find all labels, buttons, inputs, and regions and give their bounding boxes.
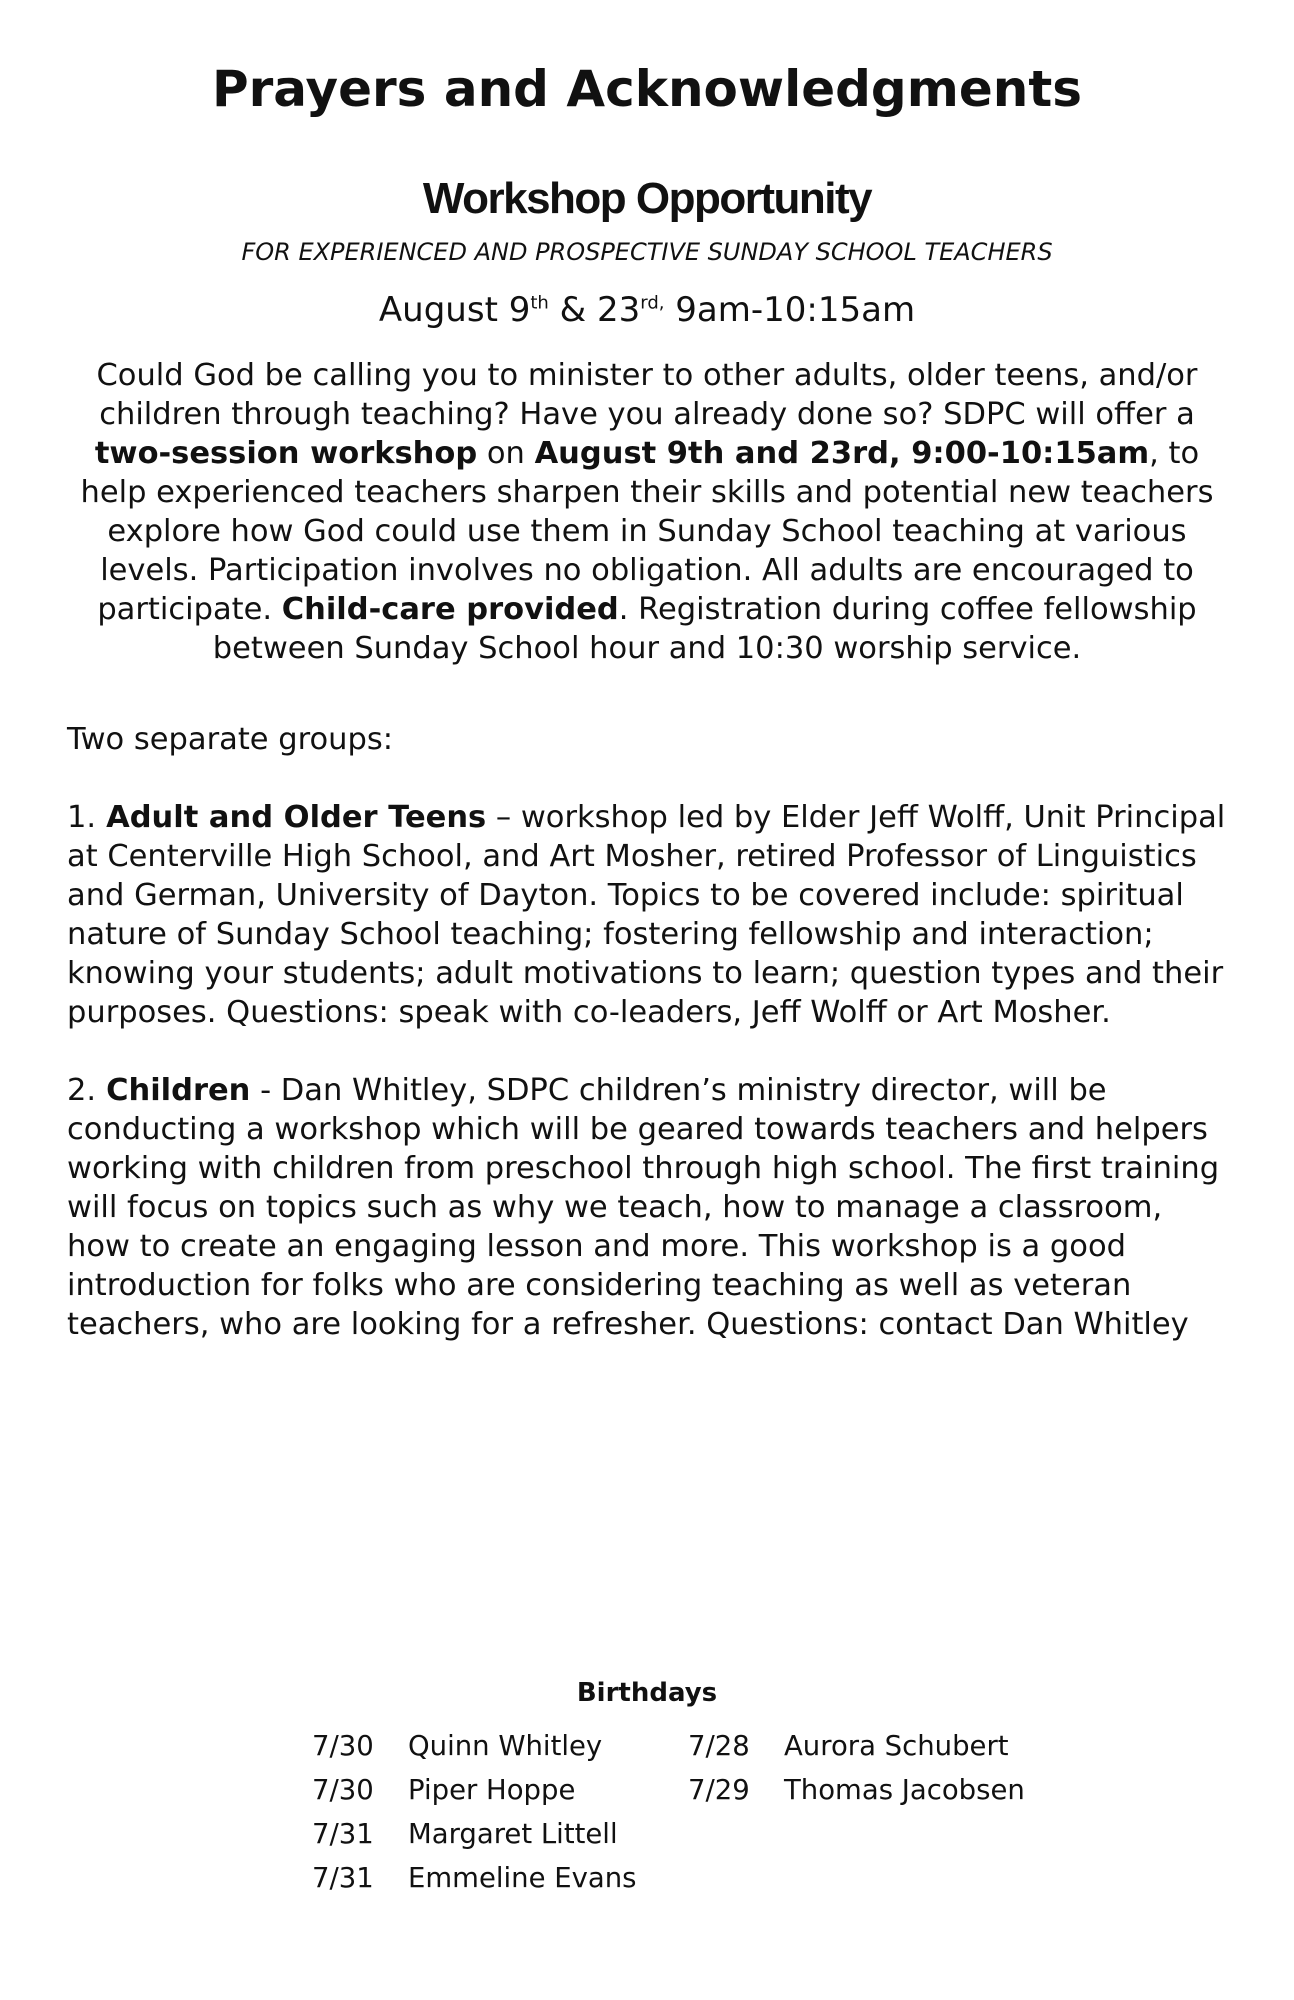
dates-part-3: 9am-10:15am [664, 290, 916, 330]
dates-part-2: & 23 [548, 290, 641, 330]
birthdays-section [0, 1676, 1294, 1924]
dates-part-1: August 9 [378, 290, 531, 330]
birthday-name: Emmeline Evans [408, 1862, 637, 1894]
birthday-date: 7/28 [688, 1730, 750, 1762]
birthday-entry [312, 1768, 637, 1812]
intro-text-2: on [477, 436, 535, 471]
workshop-section [67, 172, 1227, 1344]
group-adult-teens [67, 798, 1227, 1032]
group-number: 2. [67, 1073, 97, 1108]
intro-text-4: . Registration during coffee fellowship between Sunday School hour and 10:30 worship service. [212, 592, 1197, 666]
group-description: - Dan Whitley, SDPC children’s ministry director, will be conducting a workshop which will be geared towards teachers and helpers working with children from preschool through high school. The first training will focus on topics such as why we teach, how to manage a classroom, how to create an engaging lesson and more. This workshop is a good introduction for folks who are considering teaching as well as veteran teachers, who are looking for a refresher. Questions: contact Dan Whitley [67, 1073, 1220, 1342]
workshop-intro [67, 356, 1227, 668]
workshop-audience: FOR EXPERIENCED AND PROSPECTIVE SUNDAY SCHOOL TEACHERS [241, 238, 1053, 266]
birthdays-list [0, 1724, 1294, 1924]
group-name: Children [106, 1073, 251, 1108]
birthday-date: 7/30 [312, 1774, 374, 1806]
birthdays-title: Birthdays [576, 1678, 718, 1708]
birthday-date: 7/31 [312, 1862, 374, 1894]
intro-text-3: , to help experienced teachers sharpen their skills and potential new teachers explore how God could use them in Sunday School teaching at various levels. Participation involves no obligation. All adults are encouraged to participate. [80, 436, 1214, 627]
birthday-entry [312, 1812, 637, 1856]
intro-text-1: Could God be calling you to minister to other adults, older teens, and/or children through teaching? Have you already done so? SDPC will offer a [96, 358, 1198, 432]
birthday-date: 7/31 [312, 1818, 374, 1850]
birthday-entry [312, 1856, 637, 1900]
intro-bold-two-session: two-session workshop [94, 436, 478, 471]
birthday-date: 7/29 [688, 1774, 750, 1806]
intro-bold-child-care: Child-care provided [281, 592, 619, 627]
birthday-name: Thomas Jacobsen [784, 1774, 1025, 1806]
group-name: Adult and Older Teens [106, 800, 487, 835]
group-description: – workshop led by Elder Jeff Wolff, Unit Principal at Centerville High School, and Art Mosher, retired Professor of Linguistics and German, University of Dayton. Topics to be covered include: spiritual nature of Sunday School teaching; fostering fellowship and interaction; knowing your students; adult motivations to learn; question types and their purposes. Questions: speak with co-leaders, Jeff Wolff or Art Mosher. [67, 800, 1226, 1030]
birthday-entry [312, 1724, 637, 1768]
birthday-entry [688, 1768, 1025, 1812]
birthdays-column-right [688, 1724, 1025, 1812]
group-children [67, 1071, 1227, 1344]
dates-sup-1: th [530, 292, 549, 314]
intro-bold-dates: August 9th and 23rd, 9:00-10:15am [534, 436, 1150, 471]
groups-heading: Two separate groups: [67, 722, 393, 757]
birthday-name: Quinn Whitley [408, 1730, 603, 1762]
birthday-name: Margaret Littell [408, 1818, 618, 1850]
birthdays-column-left [312, 1724, 637, 1900]
dates-sup-2: rd, [640, 292, 665, 314]
workshop-dates [67, 286, 1227, 334]
birthday-entry [688, 1724, 1025, 1768]
birthday-name: Piper Hoppe [408, 1774, 576, 1806]
page-title: Prayers and Acknowledgments [212, 60, 1082, 118]
workshop-heading: Workshop Opportunity [422, 174, 872, 223]
birthday-name: Aurora Schubert [784, 1730, 1009, 1762]
birthday-date: 7/30 [312, 1730, 374, 1762]
group-number: 1. [67, 800, 97, 835]
